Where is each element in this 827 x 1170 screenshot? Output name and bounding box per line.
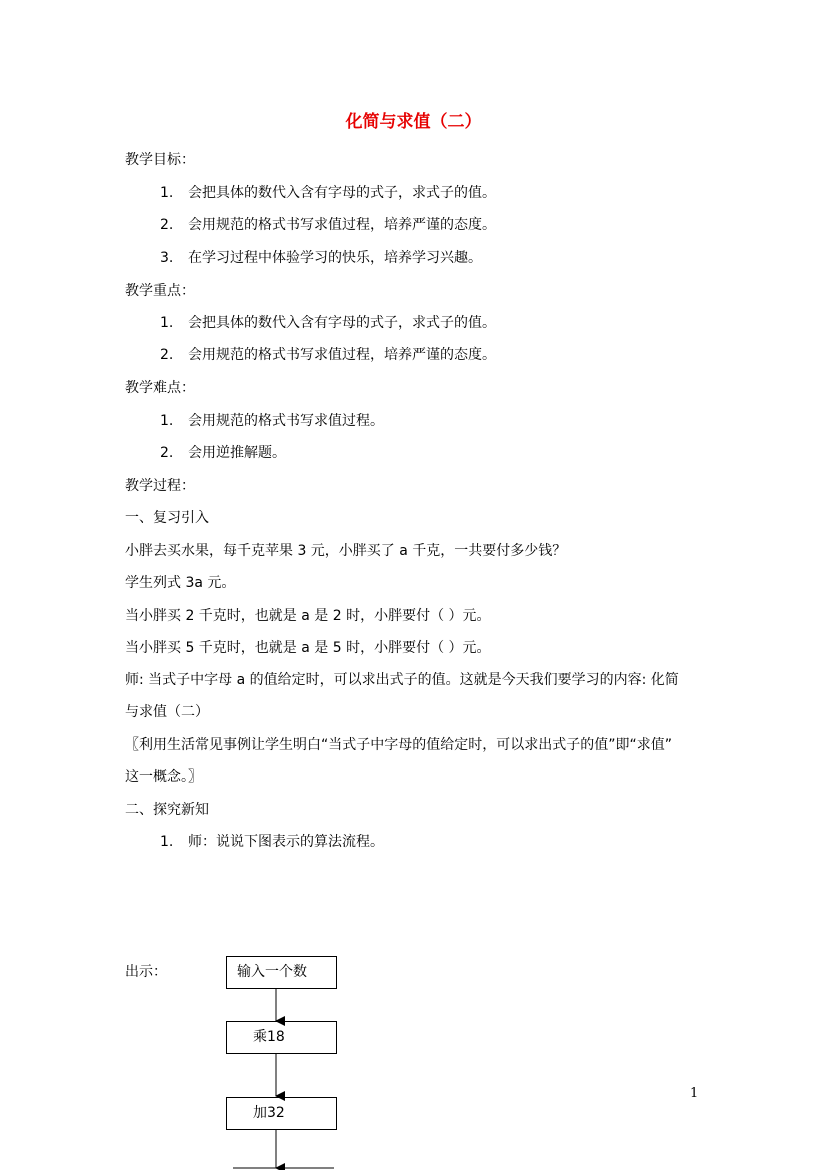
goal-item-1-num: 1.	[160, 185, 174, 201]
paragraph-teacher-line2: 与求值（二）	[125, 704, 209, 720]
flow-box-multiply	[226, 1021, 337, 1054]
key-point-item-2-text: 会用规范的格式书写求值过程，培养严谨的态度。	[188, 347, 496, 363]
goal-item-3-text: 在学习过程中体验学习的快乐，培养学习兴趣。	[188, 250, 482, 266]
difficulty-item-2-num: 2.	[160, 445, 174, 461]
flow-box-input-text: 输入一个数	[237, 964, 307, 980]
flow-box-add	[226, 1097, 337, 1130]
goal-item-2-num: 2.	[160, 217, 174, 233]
paragraph-teacher-line1: 师: 当式子中字母 a 的值给定时，可以求出式子的值。这就是今天我们要学习的内容: 化简	[125, 672, 679, 688]
paragraph-case-5kg: 当小胖买 5 千克时，也就是 a 是 5 时，小胖要付（ ）元。	[125, 640, 491, 656]
key-point-item-1-num: 1.	[160, 315, 174, 331]
note-line1: 〖利用生活常见事例让学生明白“当式子中字母的值给定时，可以求出式子的值”即“求值”	[125, 737, 673, 753]
page-title: 化简与求值（二）	[345, 112, 482, 132]
explore-item-1-num: 1.	[160, 834, 174, 850]
flowchart-label: 出示：	[125, 964, 167, 980]
flow-box-add-text: 加32	[253, 1105, 285, 1121]
page-number: 1	[690, 1086, 699, 1101]
note-line2: 这一概念。〗	[125, 769, 202, 785]
goal-item-1-text: 会把具体的数代入含有字母的式子，求式子的值。	[188, 185, 496, 201]
difficulty-item-1-num: 1.	[160, 413, 174, 429]
difficulties-heading: 教学难点：	[125, 380, 195, 396]
key-point-item-2-num: 2.	[160, 347, 174, 363]
process-heading: 教学过程：	[125, 478, 195, 494]
section-explore-heading: 二、探究新知	[125, 802, 209, 818]
difficulty-item-2-text: 会用逆推解题。	[188, 445, 286, 461]
goals-heading: 教学目标：	[125, 152, 195, 168]
goal-item-2-text: 会用规范的格式书写求值过程，培养严谨的态度。	[188, 217, 496, 233]
key-point-item-1-text: 会把具体的数代入含有字母的式子，求式子的值。	[188, 315, 496, 331]
flow-box-input	[226, 956, 337, 989]
difficulty-item-1-text: 会用规范的格式书写求值过程。	[188, 413, 384, 429]
section-review-heading: 一、复习引入	[125, 510, 209, 526]
paragraph-case-2kg: 当小胖买 2 千克时，也就是 a 是 2 时，小胖要付（ ）元。	[125, 608, 491, 624]
paragraph-question: 小胖去买水果，每千克苹果 3 元，小胖买了 a 千克，一共要付多少钱？	[125, 543, 567, 559]
explore-item-1-text: 师：说说下图表示的算法流程。	[188, 834, 384, 850]
flow-box-multiply-text: 乘18	[253, 1029, 285, 1045]
paragraph-student-answer: 学生列式 3a 元。	[125, 575, 236, 591]
goal-item-3-num: 3.	[160, 250, 174, 266]
key-points-heading: 教学重点：	[125, 283, 195, 299]
